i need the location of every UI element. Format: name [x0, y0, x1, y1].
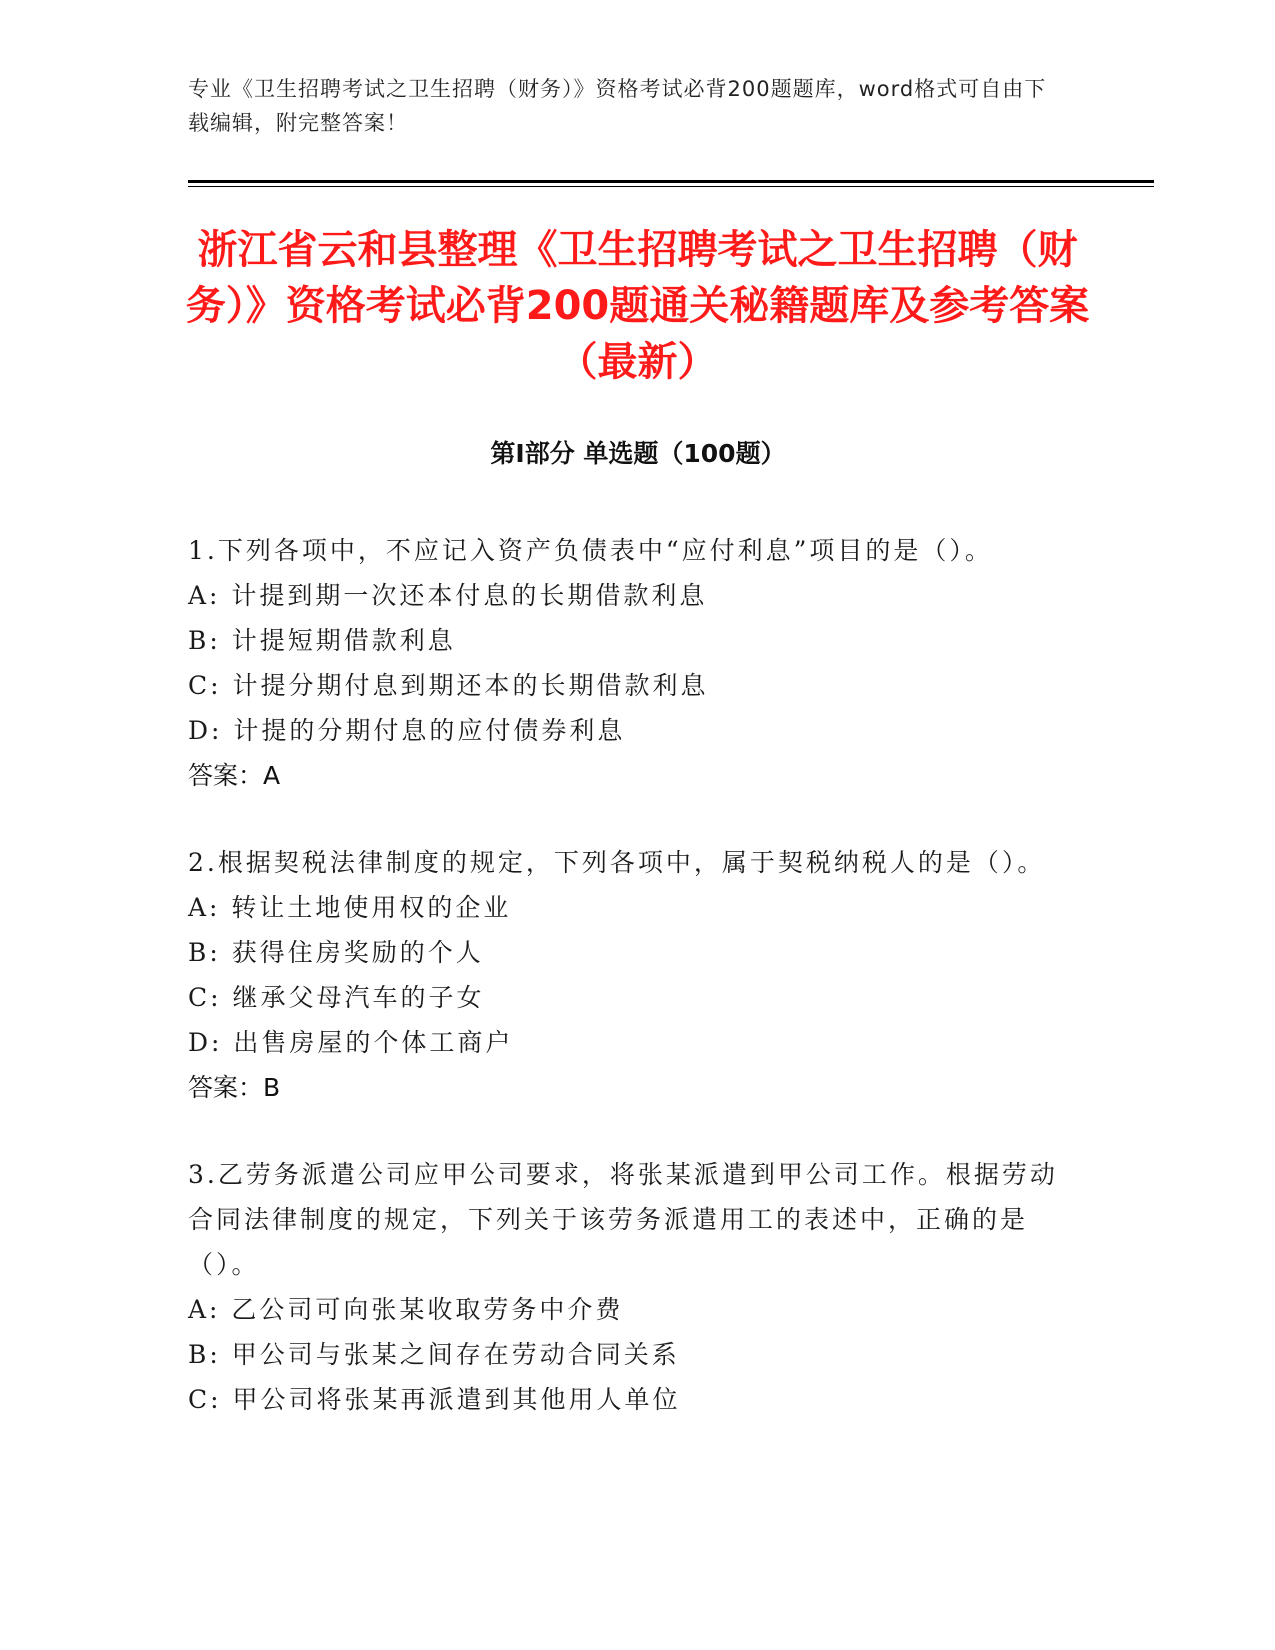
question-stem: 2.根据契税法律制度的规定，下列各项中，属于契税纳税人的是（）。	[188, 848, 1046, 877]
option-a: A: 乙公司可向张某收取劳务中介费	[188, 1295, 624, 1324]
answer-label: 答案：B	[188, 1073, 281, 1102]
option-b: B: 甲公司与张某之间存在劳动合同关系	[188, 1340, 680, 1369]
option-a: A: 计提到期一次还本付息的长期借款利息	[188, 581, 708, 610]
header-note: 专业《卫生招聘考试之卫生招聘（财务）》资格考试必背200题题库，word格式可自由下载编辑，附完整答案！	[188, 77, 1047, 135]
header-divider-thick	[188, 180, 1154, 183]
option-d: D: 出售房屋的个体工商户	[188, 1028, 514, 1057]
option-c: C: 甲公司将张某再派遣到其他用人单位	[188, 1385, 681, 1414]
document-title: 浙江省云和县整理《卫生招聘考试之卫生招聘（财务）》资格考试必背200题通关秘籍题库及参考答案（最新）	[185, 227, 1090, 385]
header-divider-thin	[188, 186, 1154, 187]
option-b: B: 计提短期借款利息	[188, 626, 456, 655]
question-stem: 3.乙劳务派遣公司应甲公司要求，将张某派遣到甲公司工作。根据劳动合同法律制度的规定，下列关于该劳务派遣用工的表述中，正确的是（）。	[188, 1160, 1058, 1279]
option-a: A: 转让土地使用权的企业	[188, 893, 512, 922]
answer-label: 答案：A	[188, 761, 281, 790]
option-c: C: 继承父母汽车的子女	[188, 983, 485, 1012]
question-2	[188, 840, 1058, 1110]
option-d: D: 计提的分期付息的应付债券利息	[188, 716, 626, 745]
option-b: B: 获得住房奖励的个人	[188, 938, 484, 967]
section-title: 第Ⅰ部分 单选题（100题）	[490, 439, 786, 468]
option-c: C: 计提分期付息到期还本的长期借款利息	[188, 671, 709, 700]
question-stem: 1.下列各项中，不应记入资产负债表中“应付利息”项目的是（）。	[188, 536, 993, 565]
question-3	[188, 1152, 1058, 1422]
question-list	[188, 528, 1058, 1464]
question-1	[188, 528, 1058, 798]
